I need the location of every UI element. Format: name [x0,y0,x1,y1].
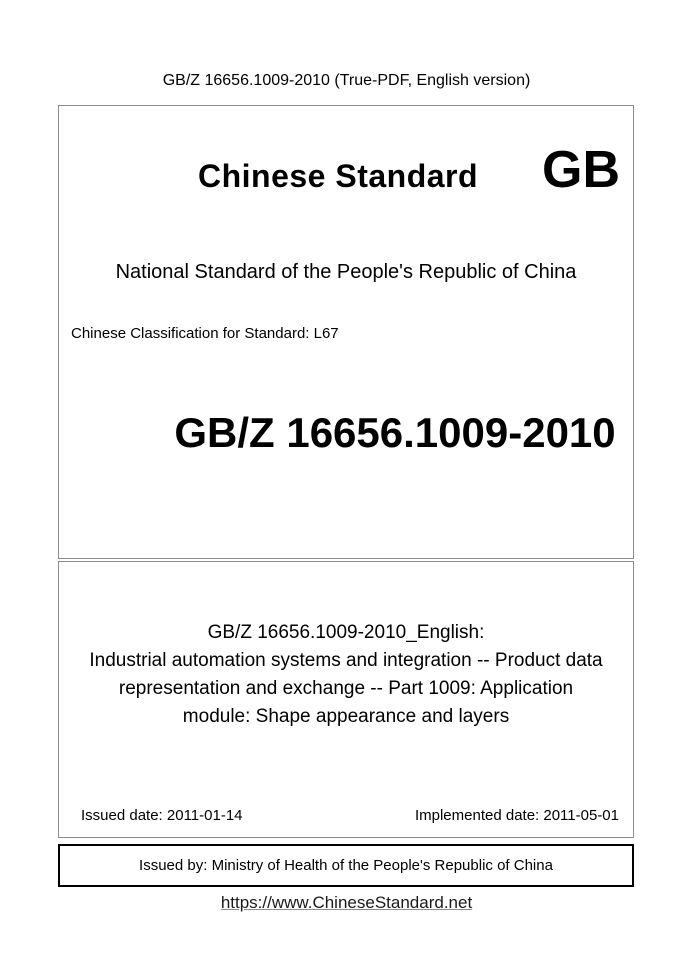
issued-date: Issued date: 2011-01-14 [81,807,243,824]
gb-logo: GB [542,141,620,199]
english-title-line-2: Industrial automation systems and integration -- Product data [89,650,603,671]
english-title-line-1: GB/Z 16656.1009-2010_English: [207,622,485,643]
details-box [58,561,634,838]
page-header-title: GB/Z 16656.1009-2010 (True-PDF, English version) [162,72,531,89]
brand-title: Chinese Standard [197,158,479,194]
english-title-block [59,619,633,731]
english-title-line-3: representation and exchange -- Part 1009: Application [118,678,574,699]
national-standard-line: National Standard of the People's Republic of China [115,261,577,283]
footer-link[interactable]: https://www.ChineseStandard.net [220,893,473,912]
implemented-date: Implemented date: 2011-05-01 [414,807,619,824]
dates-row [59,807,633,824]
cover-box [58,105,634,559]
issuer-line: Issued by: Ministry of Health of the People's Republic of China [139,857,553,874]
classification-line: Chinese Classification for Standard: L67 [71,325,339,342]
english-title-line-4: module: Shape appearance and layers [182,706,510,727]
issuer-box [58,844,634,887]
standard-number-title: GB/Z 16656.1009-2010 [174,409,616,456]
